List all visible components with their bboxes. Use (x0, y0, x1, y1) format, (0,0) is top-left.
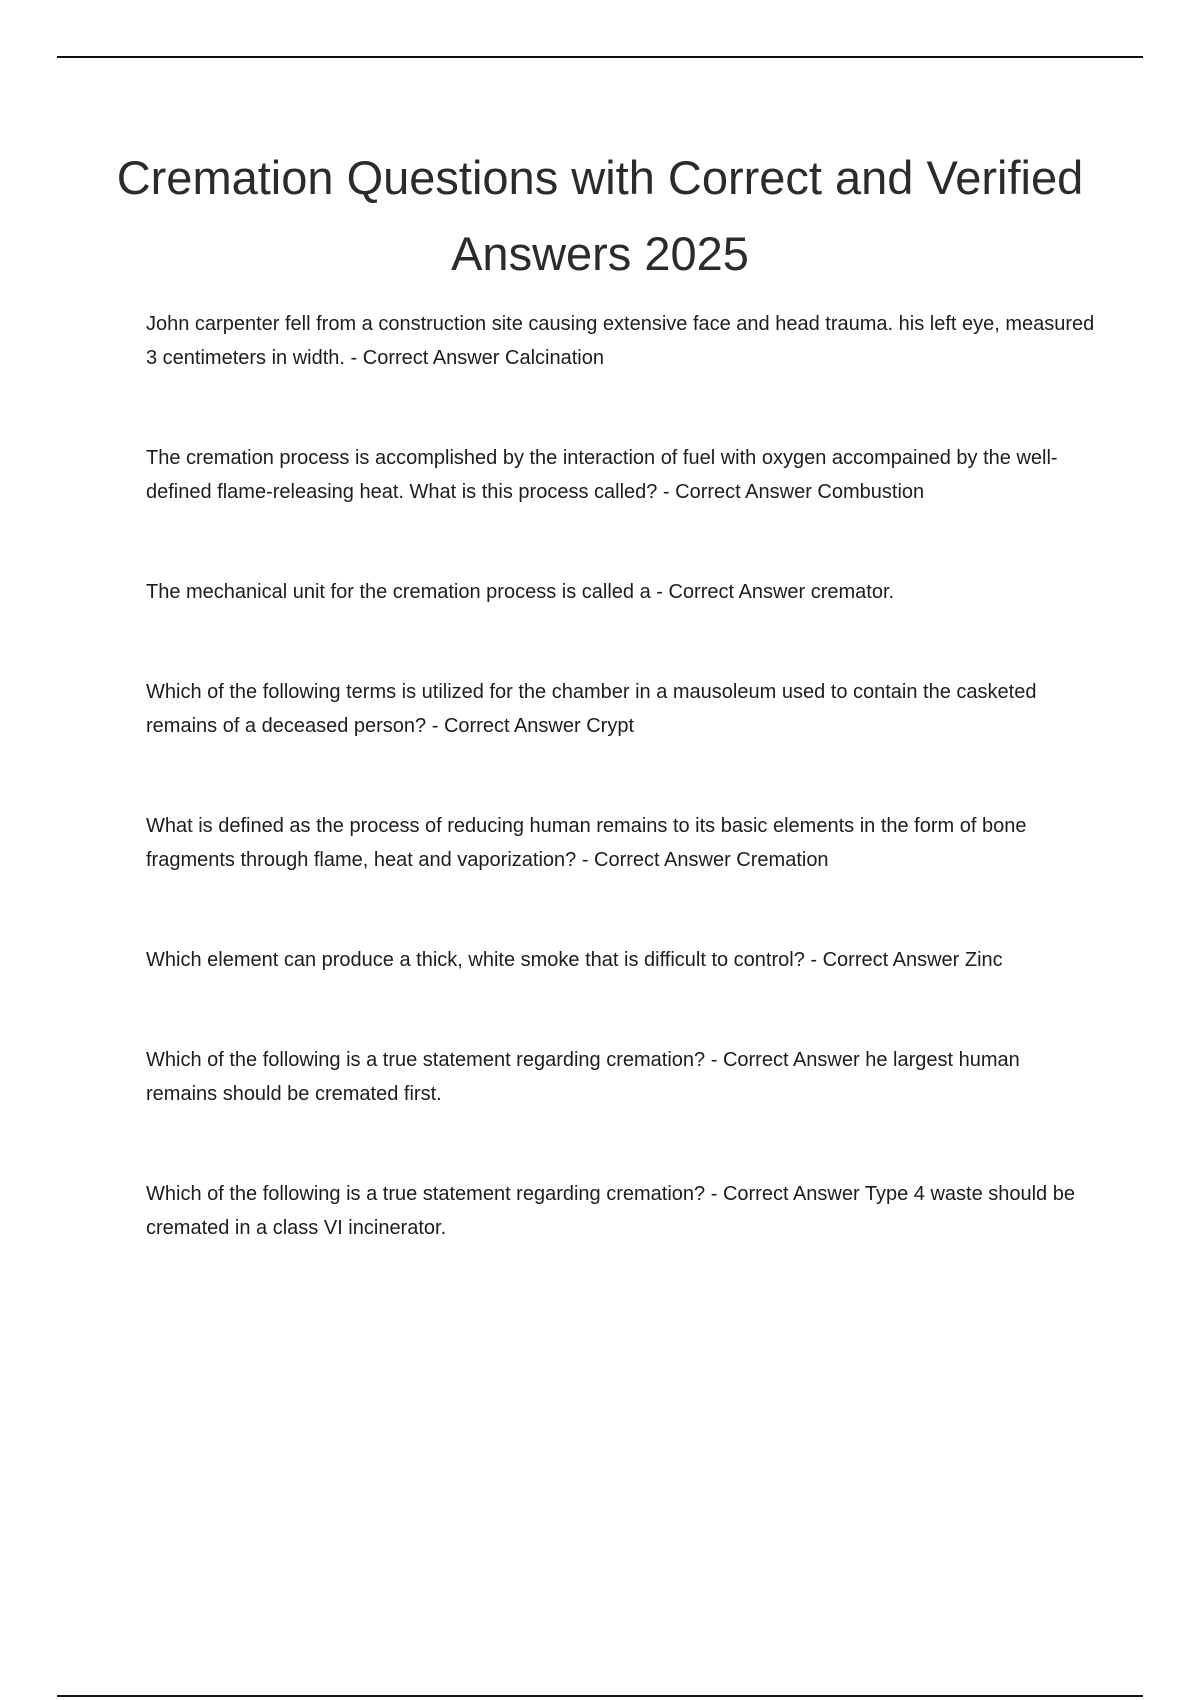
page-title: Cremation Questions with Correct and Verified Answers 2025 (116, 151, 1084, 280)
qa-item: The cremation process is accomplished by the interaction of fuel with oxygen accompained by the well-defined flame-releasing heat. What is this process called? - Correct Answer Combustion (146, 447, 1058, 503)
bottom-rule (57, 1695, 1143, 1697)
qa-item: Which of the following is a true statement regarding cremation? - Correct Answer he largest human remains should be cremated first. (146, 1049, 1020, 1105)
top-rule (57, 56, 1143, 58)
qa-item: The mechanical unit for the cremation process is called a - Correct Answer cremator. (146, 581, 895, 603)
qa-list (146, 307, 1096, 1311)
qa-item: John carpenter fell from a construction site causing extensive face and head trauma. his left eye, measured 3 centimeters in width. - Correct Answer Calcination (146, 313, 1095, 369)
qa-item: What is defined as the process of reducing human remains to its basic elements in the form of bone fragments through flame, heat and vaporization? - Correct Answer Cremation (146, 815, 1027, 871)
qa-item: Which of the following terms is utilized for the chamber in a mausoleum used to contain the casketed remains of a deceased person? - Correct Answer Crypt (146, 681, 1037, 737)
qa-item: Which element can produce a thick, white smoke that is difficult to control? - Correct Answer Zinc (146, 949, 1003, 971)
qa-item: Which of the following is a true statement regarding cremation? - Correct Answer Type 4 waste should be cremated in a class VI incinerator. (146, 1183, 1075, 1239)
